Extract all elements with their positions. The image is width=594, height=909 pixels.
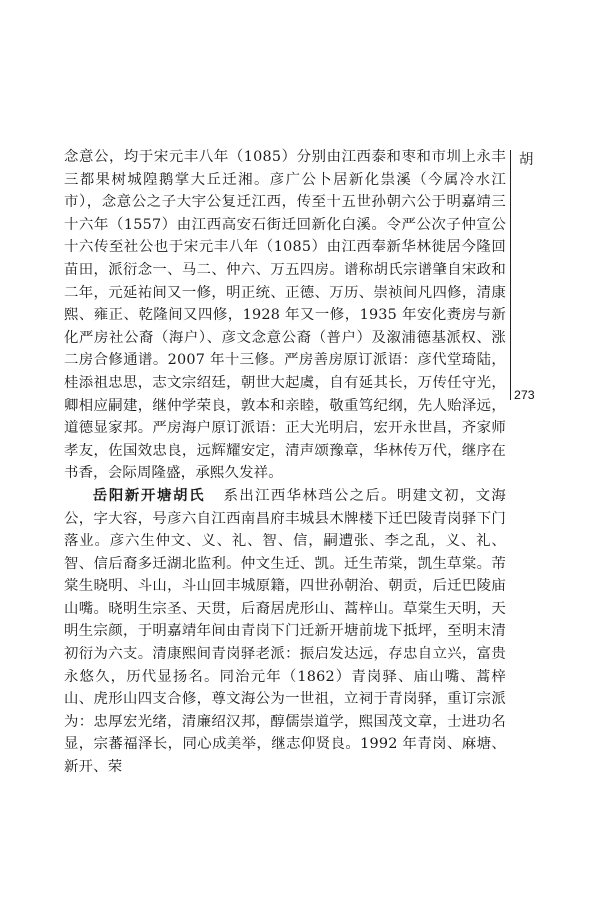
- main-text: [64, 146, 506, 779]
- margin-divider-line: [510, 150, 511, 400]
- chapter-label: 胡: [519, 152, 534, 168]
- paragraph: 念意公，均于宋元丰八年（1085）分别由江西泰和枣和市圳上永丰三都果树城隍鹅掌大丘迁湘。彦广公卜居新化祟溪（今属冷水江市），念意公之子大宇公复迁江西，传至十五世孙朝六公于明嘉靖三十六年（1557）由江西高安石街迁回新化白溪。令严公次子仲宣公十六传至社公也于宋元丰八年（1085）由江西奉新华林徙居今隆回苗田，派衍念一、马二、仲六、万五四房。谱称胡氏宗谱肇自宋政和二年，元延祐间又一修，明正统、正德、万历、崇祯间凡四修，清康熙、雍正、乾隆间又四修，1928 年又一修，1935 年安化赉房与新化严房社公裔（海户）、彦文念意公裔（普户）及溆浦德基派权、涨二房合修通谱。2007 年十三修。严房善房原订派语：彦代堂琦陆，桂添祖忠思，志文宗绍廷，朝世大起虞，自有延其长，万传任守光，卿相应嗣建，继仲学荣良，敦本和亲睦，敬重笃纪纲，先人贻泽远，道德显家邦。严房海户原订派语：正大光明启，宏开永世昌，齐家师孝友，佐国效忠良，远辉耀安定，清声颂豫章，华林传万代，继序在书香，会际周隆盛，承熙久发祥。: [64, 149, 506, 482]
- page-number: 273: [514, 388, 535, 402]
- paragraph-text: 系出江西华林珰公之后。明建文初，文海公，字大容，号彦六自江西南昌府丰城县木牌楼下迁巴陵青岗驿下门落业。彦六生仲文、义、礼、智、信，嗣遭张、李之乱，义、礼、智、信后裔多迁湖北监利。仲文生迁、凯。迁生芾棠，凯生草棠。芾棠生晓明、斗山，斗山回丰城原籍，四世孙朝治、朝贡，后迁巴陵庙山嘴。晓明生宗圣、天贯，后裔居虎形山、蒿梓山。草棠生天明，天明生宗颜，于明嘉靖年间由青岗下门迁新开塘前垅下抵坪，至明末清初衍为六支。清康熙间青岗驿老派：振启发达远，存忠自立兴，富贵永悠久，历代显扬名。同治元年（1862）青岗驿、庙山嘴、蒿梓山、虎形山四支合修，尊文海公为一世祖，立祠于青岗驿，重订宗派为：忠厚宏光绪，清廉绍汉邦，醇儒崇道学，熙国茂文章，士进功名显，宗蕃福泽长，同心成美举，继志仰贤良。1992 年青岗、麻塘、新开、荣: [64, 487, 506, 776]
- section-heading: 岳阳新开塘胡氏: [92, 487, 206, 504]
- section-paragraph: [64, 485, 506, 779]
